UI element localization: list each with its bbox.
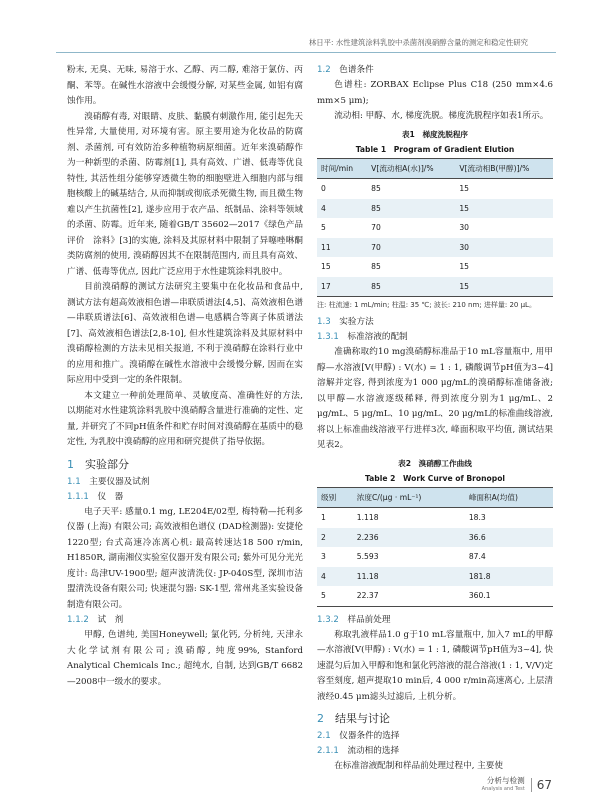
table-header-cell: V[流动相A(水)]/% xyxy=(367,158,455,179)
paragraph-reagents: 甲醇, 色谱纯, 美国Honeywell; 氯化钙, 分析纯, 天津永大化学试剂有限公司; 溴硝醇, 纯度99%, Stanford Analytical Chemicals Inc.; 超纯水, 自制, 达到GB/T 6682—2008中一级水的要求。 xyxy=(67,630,303,687)
table-header-cell: 级别 xyxy=(317,487,353,508)
table1-note: 注: 柱流速: 1 mL/min; 柱温: 35 ℃; 波长: 210 nm; 进样量: 20 μL。 xyxy=(317,301,536,309)
table-cell: 11 xyxy=(317,238,367,258)
section-heading-1-3: 1.3 实验方法 xyxy=(317,317,374,327)
table-header-cell: 浓度C/(μg · mL⁻¹) xyxy=(353,487,465,508)
left-column xyxy=(67,63,303,690)
table-cell: 70 xyxy=(367,238,455,258)
table-cell: 15 xyxy=(455,199,553,219)
table-cell: 85 xyxy=(367,199,455,219)
table-cell: 85 xyxy=(367,277,455,297)
table-cell: 181.8 xyxy=(465,567,553,587)
table-row xyxy=(317,528,553,548)
table-cell: 3 xyxy=(321,552,326,561)
table-cell: 30 xyxy=(459,223,469,232)
paragraph-mobile-phase-selection: 在标准溶液配制和样品前处理过程中, 主要使 xyxy=(334,761,503,771)
table-row xyxy=(317,277,553,297)
header-rule xyxy=(56,52,556,53)
table-cell: 5.593 xyxy=(356,552,379,561)
table-cell: 4 xyxy=(317,567,353,587)
table-row xyxy=(317,547,553,567)
table-row xyxy=(317,199,553,219)
table-cell: 70 xyxy=(371,223,381,232)
table-cell: 85 xyxy=(371,262,381,271)
table-cell: 1 xyxy=(321,513,326,522)
table-row xyxy=(317,586,553,606)
journal-name-en: Analysis and Test xyxy=(481,786,525,792)
table2-caption-cn: 表2 溴硝醇工作曲线 xyxy=(398,458,472,468)
table-row xyxy=(317,567,553,587)
paragraph-standard-solution: 准确称取约10 mg溴硝醇标准品于10 mL容量瓶中, 用甲醇—水溶液[V(甲醇) : V(水) = 1 : 1, 磷酸调节pH值为3~4]溶解并定容, 得到浓度为1 000 μg/mL的溴硝醇标准储备液; 以甲醇—水溶液逐级稀释, 得到浓度分别为1 μg/mL、2 μg/mL、5 μg/mL、10 μg/mL、20 μg/mL的标准曲线溶液, 将以上标准曲线溶液平行进样3次, 峰面积取平均值, 测试结果见表2。 xyxy=(317,347,553,450)
table-cell: 2.236 xyxy=(353,528,465,548)
table-cell: 11.18 xyxy=(353,567,465,587)
section-heading-1: 1 实验部分 xyxy=(67,457,129,471)
table-header-row xyxy=(317,158,553,179)
table-header-cell: 时间/min xyxy=(317,158,367,179)
table-cell: 22.37 xyxy=(353,586,465,606)
table-cell: 2 xyxy=(317,528,353,548)
table-cell: 15 xyxy=(321,262,331,271)
table2-work-curve xyxy=(317,487,553,607)
table-cell: 360.1 xyxy=(465,586,553,606)
paragraph-instruments: 电子天平: 感量0.1 mg, LE204E/02型, 梅特勒—托利多仪器 (上海) 有限公司; 高效液相色谱仪 (DAD检测器): 安捷伦1220型; 台式高速冷冻离心机: 最高转速达18 500 r/min, H1850R, 湖南湘仪实验室仪器开发有限公司; 紫外可见分光光度计: 岛津UV-1900型; 超声波清洗仪: JP-040S型, 深圳市洁盟清洗设备有限公司; 快速混匀器: SK-1型, 常州兆圣实验设备制造有限公司。 xyxy=(67,506,303,610)
page-number: 67 xyxy=(531,778,552,792)
table-cell: 36.6 xyxy=(465,528,553,548)
table-cell: 15 xyxy=(455,277,553,297)
right-column xyxy=(317,63,553,775)
table-cell: 18.3 xyxy=(468,513,486,522)
journal-section-label xyxy=(482,776,525,794)
table1-gradient-program xyxy=(317,158,553,298)
table1-caption-en: Table 1 Program of Gradient Elution xyxy=(355,144,515,154)
table-cell: 17 xyxy=(317,277,367,297)
paragraph-column: 色谱柱: ZORBAX Eclipse Plus C18 (250 mm×4.6 mm×5 μm); xyxy=(317,80,553,106)
table1-caption-cn: 表1 梯度洗脱程序 xyxy=(401,129,469,139)
running-header: 林日平: 水性建筑涂料乳胶中杀菌剂溴硝醇含量的测定和稳定性研究 xyxy=(308,38,528,47)
table-row xyxy=(317,238,553,258)
paragraph-mobile-phase: 流动相: 甲醇、水, 梯度洗脱。梯度洗脱程序如表1所示。 xyxy=(334,111,549,121)
table-row xyxy=(317,179,553,199)
page-footer xyxy=(482,776,552,794)
paragraph-this-paper: 本文建立一种前处理简单、灵敏度高、准确性好的方法, 以期能对水性建筑涂料乳胶中溴硝醇含量进行准确的定性、定量, 并研究了不同pH值条件和贮存时间对溴硝醇在基质中的稳定性, 为乳胶中溴硝醇的应用和研究提供了指导依据。 xyxy=(67,390,303,447)
section-heading-1-2: 1.2 色谱条件 xyxy=(317,65,374,75)
paragraph-test-methods: 目前溴硝醇的测试方法研究主要集中在化妆品和食品中, 测试方法有超高效液相色谱—串联质谱法[4,5]、高效液相色谱—串联质谱法[6]、高效液相色谱—电感耦合等离子体质谱法[7]、高效液相色谱法[2,8-10], 但水性建筑涂料及其原材料中溴硝醇检测的方法未见相关报道, 不利于溴硝醇在涂料行业中的应用和推广。溴硝醇在碱性水溶液中会缓慢分解, 因而在实际应用中受到一定的条件限制。 xyxy=(67,282,303,385)
table-cell: 87.4 xyxy=(468,552,486,561)
paragraph-bronopol-properties: 溴硝醇有毒, 对眼睛、皮肤、黏膜有刺激作用, 能引起先天性异常, 大量使用, 对环境有害。原主要用途为化妆品的防腐剂、杀菌剂, 可有效防治多种植物病原细菌。近年来溴硝醇作为一种新型的杀菌、防霉剂[1], 具有高效、广谱、低毒等优良特性, 其活性组分能够穿透微生物的细胞壁进入细胞内部与细胞核酸上的碱基结合, 从而抑制或彻底杀死微生物, 而且微生物难以产生抗菌性[2], 遂步应用于农产品、纸制品、涂料等领域的杀菌、防霉。近年来, 随着GB/T 35602—2017《绿色产品评价 涂料》[3]的实施, 涂料及其原材料中限制了异噻唑啉酮类防腐剂的使用, 溴硝醇因其不在限制范围内, 而且具有高效、广谱、低毒等优点, 因此广泛应用于水性建筑涂料乳胶中。 xyxy=(67,111,303,277)
table-header-row xyxy=(317,487,553,508)
section-heading-1-3-2: 1.3.2 样品前处理 xyxy=(317,614,391,625)
section-heading-1-1-2: 1.1.2 试 剂 xyxy=(67,615,124,625)
section-heading-2-1: 2.1 仪器条件的选择 xyxy=(317,731,400,741)
table-cell: 15 xyxy=(459,184,469,193)
paragraph-intro-continued: 粉末, 无臭、无味, 易溶于水、乙醇、丙二醇, 难溶于氯仿、丙酮、苯等。在碱性水溶液中会缓慢分解, 对某些金属, 如铝有腐蚀作用。 xyxy=(67,65,303,106)
table-cell: 1.118 xyxy=(356,513,379,522)
section-heading-1-3-1: 1.3.1 标准溶液的配制 xyxy=(317,332,408,342)
section-heading-2-1-1: 2.1.1 流动相的选择 xyxy=(317,746,400,756)
table-cell: 30 xyxy=(455,238,553,258)
table-header-cell: V[流动相B(甲醇)]/% xyxy=(455,158,553,179)
section-heading-2: 2 结果与讨论 xyxy=(317,712,390,725)
section-heading-1-1: 1.1 主要仪器及试剂 xyxy=(67,476,150,487)
table-row xyxy=(317,508,553,528)
paragraph-sample-prep: 称取乳液样品1.0 g于10 mL容量瓶中, 加入7 mL的甲醇—水溶液[V(甲醇) : V(水) = 1 : 1, 磷酸调节pH值为3~4], 快速混匀后加入甲醇和饱和氯化钙溶液的混合溶液(1 : 1, V/V)定容至刻度, 超声提取10 min后, 4 000 r/min高速离心, 上层清液经0.45 μm滤头过滤后, 上机分析。 xyxy=(317,629,553,702)
section-heading-1-1-1: 1.1.1 仪 器 xyxy=(67,491,124,502)
table-cell: 5 xyxy=(317,586,353,606)
table-cell: 4 xyxy=(317,199,367,219)
table-cell: 15 xyxy=(459,262,469,271)
table-header-cell: 峰面积A(均值) xyxy=(465,487,553,508)
table-cell: 85 xyxy=(371,184,381,193)
table-row xyxy=(317,218,553,238)
journal-name-cn: 分析与检测 xyxy=(486,776,525,785)
table-cell: 5 xyxy=(321,223,326,232)
table-row xyxy=(317,257,553,277)
table2-caption-en: Table 2 Work Curve of Bronopol xyxy=(364,473,506,483)
table-cell: 0 xyxy=(321,184,326,193)
